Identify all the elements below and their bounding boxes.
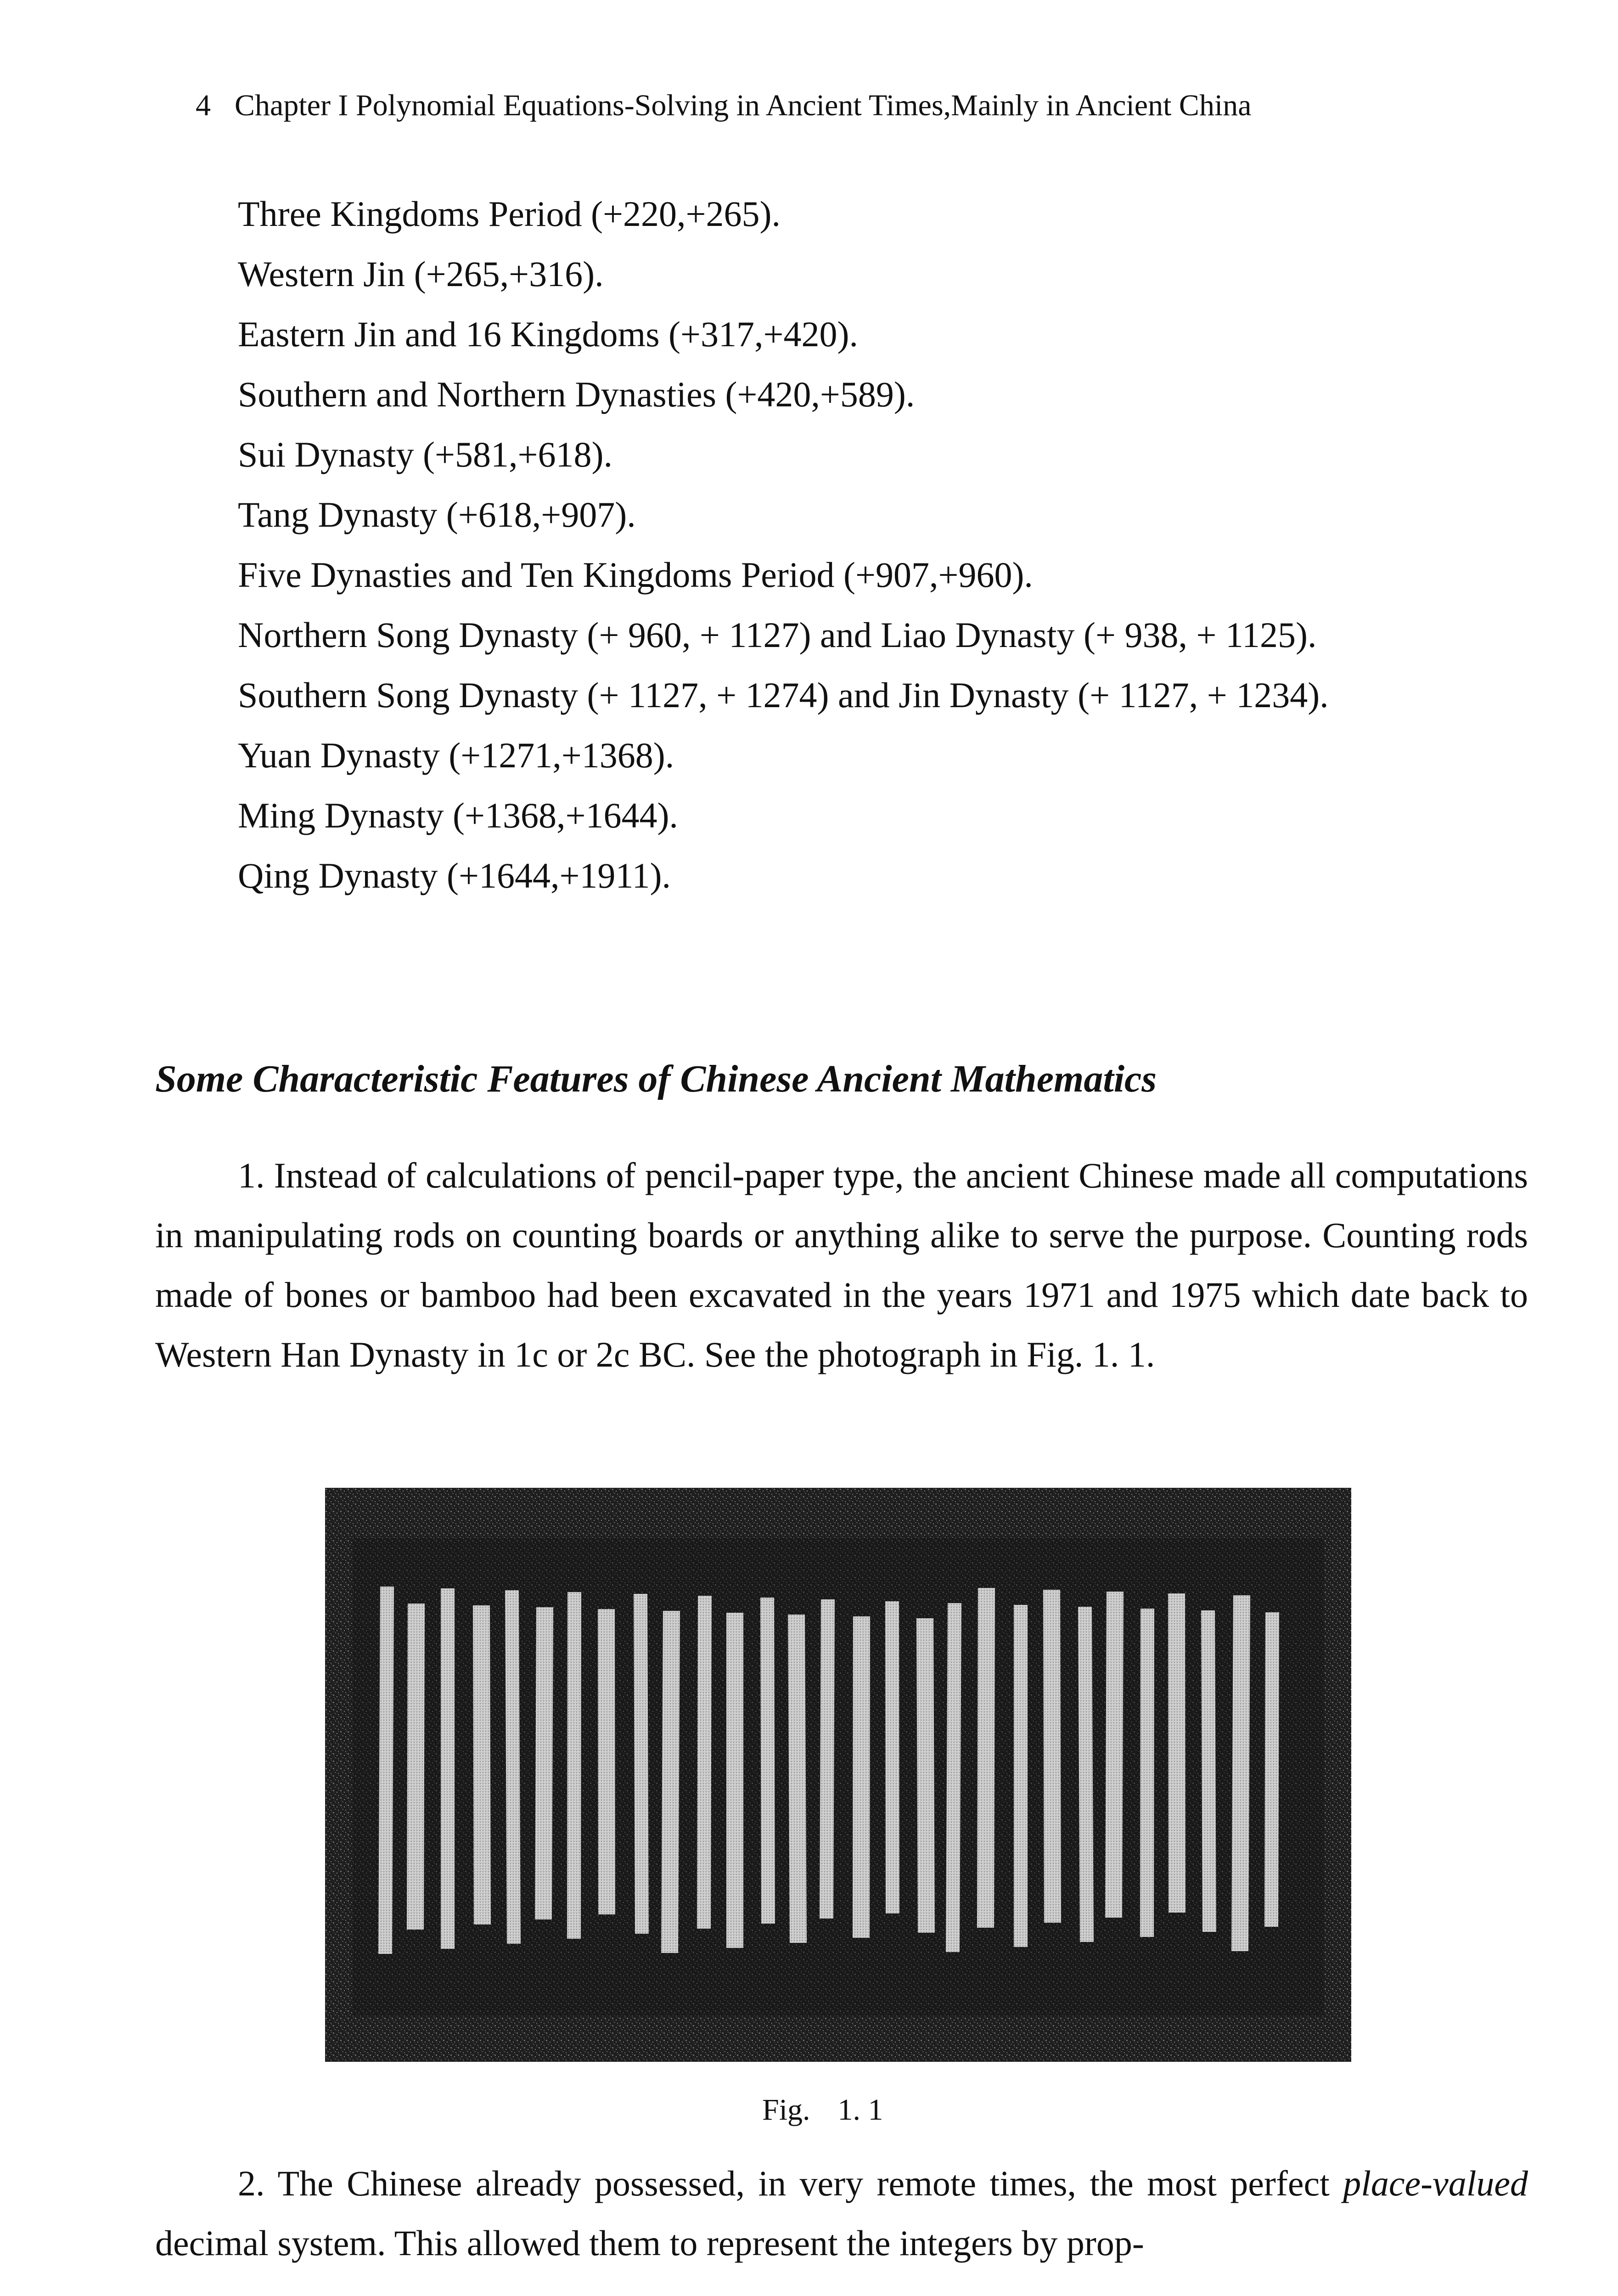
counting-rod (598, 1609, 615, 1914)
caption-label: Fig. (762, 2093, 810, 2127)
counting-rod (916, 1618, 935, 1933)
chapter-title: Chapter I Polynomial Equations-Solving in Ancient Times,Mainly in Ancient China (235, 89, 1252, 122)
period-list (155, 184, 1528, 906)
counting-rod (977, 1588, 995, 1928)
counting-rod (1078, 1607, 1094, 1942)
counting-rod (634, 1594, 649, 1934)
counting-rod (788, 1615, 807, 1943)
period-item: Southern Song Dynasty (+ 1127, + 1274) and Jin Dynasty (+ 1127, + 1234). (238, 675, 1329, 715)
period-item: Ming Dynasty (+1368,+1644). (238, 795, 678, 835)
counting-rod (1264, 1612, 1279, 1927)
counting-rod (697, 1596, 712, 1929)
counting-rod (1014, 1605, 1028, 1947)
caption-number: 1. 1 (837, 2093, 883, 2127)
period-item: Eastern Jin and 16 Kingdoms (+317,+420). (238, 314, 858, 354)
counting-rod (760, 1598, 775, 1924)
counting-rod (820, 1599, 835, 1919)
paragraph-2-emphasis: place-valued (1343, 2163, 1528, 2203)
counting-rod (505, 1590, 521, 1944)
counting-rods-photograph (325, 1488, 1351, 2062)
counting-rod (1168, 1593, 1185, 1913)
counting-rod (661, 1611, 680, 1953)
counting-rod (535, 1607, 553, 1919)
paragraph-2-lead: 2. The Chinese already possessed, in very remote times, the most perfect (238, 2163, 1343, 2203)
counting-rod (1231, 1595, 1250, 1951)
paragraph-2-tail: decimal system. This allowed them to represent the integers by prop- (155, 2223, 1144, 2263)
period-item: Five Dynasties and Ten Kingdoms Period (+907,+960). (238, 555, 1033, 595)
counting-rod (946, 1603, 961, 1952)
page-number: 4 (196, 89, 211, 122)
period-item: Qing Dynasty (+1644,+1911). (238, 855, 671, 895)
paragraph-2 (155, 2154, 1528, 2273)
figure-caption (762, 2092, 883, 2128)
counting-rod (853, 1616, 870, 1938)
period-item: Tang Dynasty (+618,+907). (238, 495, 636, 535)
period-item: Western Jin (+265,+316). (238, 254, 604, 294)
counting-rod (473, 1605, 491, 1925)
period-item: Southern and Northern Dynasties (+420,+589). (238, 374, 915, 414)
counting-rod (1105, 1592, 1124, 1918)
counting-rods-image (325, 1488, 1351, 2062)
counting-rod (885, 1601, 899, 1913)
period-item: Northern Song Dynasty (+ 960, + 1127) and Liao Dynasty (+ 938, + 1125). (238, 615, 1317, 655)
paragraph-1: 1. Instead of calculations of pencil-paper type, the ancient Chinese made all computations in manipulating rods on counting boards or anything alike to serve the purpose. Counting rods made of bones or bamboo had been excavated in the years 1971 and 1975 which date back to Western Han Dynasty in 1c or 2c BC. See the photograph in Fig. 1. 1. (155, 1155, 1528, 1374)
counting-rod (1043, 1590, 1061, 1923)
running-head (196, 87, 1252, 124)
period-item: Yuan Dynasty (+1271,+1368). (238, 735, 674, 775)
period-item: Sui Dynasty (+581,+618). (238, 434, 612, 474)
section-title: Some Characteristic Features of Chinese Ancient Mathematics (155, 1058, 1157, 1100)
counting-rod (567, 1592, 581, 1939)
counting-rod (441, 1588, 455, 1949)
counting-rod (1140, 1609, 1154, 1937)
counting-rods (378, 1587, 1279, 1954)
counting-rod (1201, 1610, 1216, 1932)
counting-rod (407, 1604, 425, 1930)
period-item: Three Kingdoms Period (+220,+265). (238, 194, 781, 234)
counting-rod (378, 1587, 394, 1954)
counting-rod (726, 1613, 743, 1948)
